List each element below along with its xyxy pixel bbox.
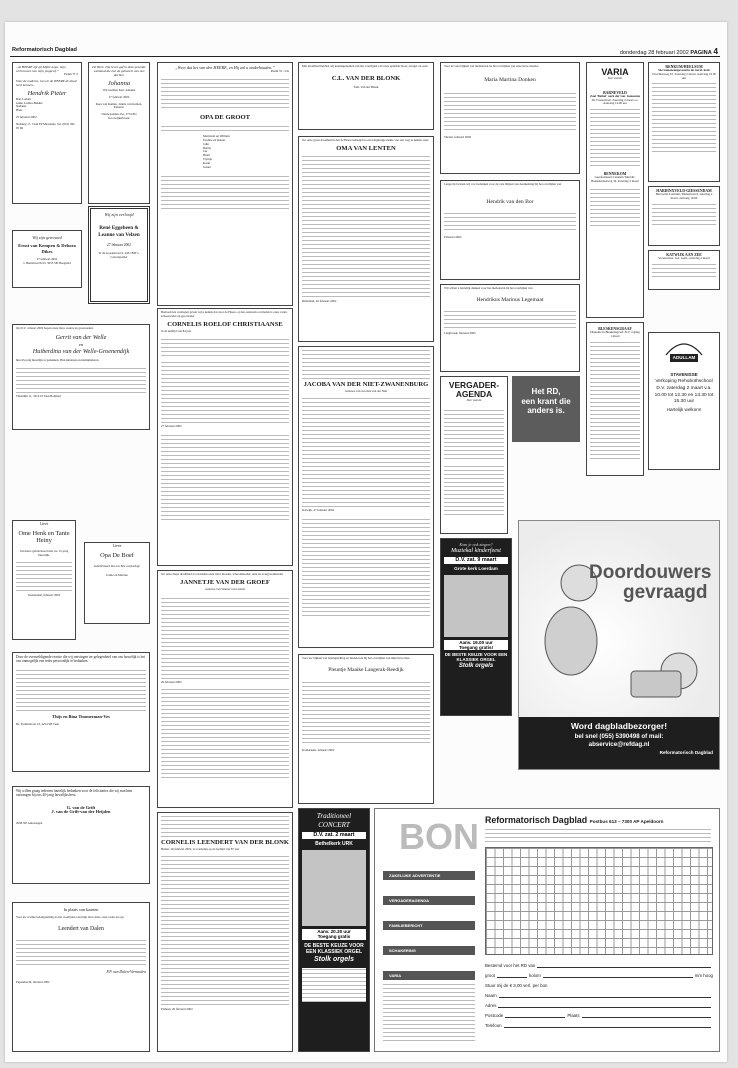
parent-1: Bart Lodder <box>16 96 32 101</box>
ad-footer <box>519 717 719 770</box>
varia-hardinxveld <box>648 186 720 246</box>
deceased-name: JACOBA VAN DER NIET-ZWANENBURG <box>303 381 429 388</box>
ad-headline-2: gevraagd <box>623 582 708 603</box>
place-date: Langbroek, februari 2002 <box>444 330 476 335</box>
name-1: G. van de Grift <box>66 804 96 810</box>
field-label: Telefoon <box>485 1023 502 1028</box>
intro-text: Met droefheid hebben wij kennisgenomen van het overlijden van onze geliefde broer, zwager en oom <box>302 64 428 68</box>
event-text: Verkoping Rehobothschool D.V. zaterdag 2 maart v.a. 10.00 tot 12.30 en 13.30 tot 15.30 uur <box>654 379 714 405</box>
header-date: donderdag 28 februari 2002 <box>619 50 689 56</box>
deceased-name: CORNELIS LEENDERT VAN DER BLONK <box>161 839 290 846</box>
intro-text: Voor de ouderen, tot wie de HEERE de dood leert kennen... <box>16 78 77 87</box>
sibling-1: Nadanie <box>16 104 27 109</box>
place-date: Tholen, februari 2002 <box>444 134 472 139</box>
ad-venue: Bethelkerk URK <box>315 841 353 847</box>
field-label: mm hoog <box>694 973 713 978</box>
intro-text: Op D.V. 4 maart 2002 hopen onze lieve ouders en grootouders <box>16 326 94 330</box>
address: v. Bentstraat 82 D, 3033 SB Hoogland <box>23 260 71 265</box>
field-label: Postcode <box>485 1013 504 1018</box>
body-text <box>161 336 289 356</box>
names: Thijs en Bina Timmerman-Ves <box>52 713 110 719</box>
death-ad-van-der-groef <box>157 570 293 808</box>
brand-name: ADULLAM <box>672 355 696 360</box>
names: Ome Henk en Tante Heiny <box>18 529 70 545</box>
varia-subtitle: Dee vonnin <box>607 76 623 80</box>
agenda-subtitle: Dee vonnin <box>466 398 482 402</box>
event-details <box>652 203 716 225</box>
agenda-item-2 <box>444 465 504 515</box>
ad-time: Aanv. 19.00 uur <box>444 640 508 645</box>
intro-text: De Here. Die leven gaf in deze gezonde welstand die een de geboorte van ons dochter <box>92 65 146 77</box>
body-more <box>16 937 146 965</box>
category-varia[interactable]: VARIA <box>383 971 475 980</box>
relatives-list <box>161 855 289 1005</box>
anniversary-ad <box>12 324 150 430</box>
varia-katwijk <box>648 250 720 290</box>
conjunction: en <box>78 341 84 347</box>
invoice-option[interactable]: Stuur mij de € 3,00 verl. per bon <box>485 983 548 988</box>
body-text: Heden, 26 februari 2002, is overleden op de leeftijd van 87 jaar <box>161 847 240 852</box>
sender: Joline en Martine <box>106 572 128 577</box>
ad-intro: Kom je ook zingen? <box>459 542 493 547</box>
welcome-text: Hartelijk welkom! <box>666 407 702 413</box>
intro-text: Lange tijd wisten wij u te bedanken voor de vele blijken van deelneming bij het overlijden van <box>444 182 562 186</box>
name-husband: Gerrit van der Welle <box>55 333 107 341</box>
event-details-2 <box>590 186 640 226</box>
coupon-title: BON <box>399 816 479 857</box>
varia-bleskensgraaf <box>586 322 644 476</box>
agenda-title: VERGADER-AGENDA <box>448 380 500 399</box>
agenda-item-1 <box>444 409 504 459</box>
promo-line-1: Het RD, <box>531 387 561 396</box>
relatives-list <box>161 359 289 423</box>
address: 2958 XE Amerongen <box>16 821 43 825</box>
thanks-ad-langerak <box>298 654 434 804</box>
funeral-text <box>161 432 289 520</box>
age-line: in de leeftijd van 84 jaar <box>161 329 192 333</box>
adullam-logo-icon <box>662 337 706 367</box>
death-ad-de-groot <box>157 62 293 306</box>
intro-text: Wij willen u hartelijk danken voor het medeleven bij het overlijden van <box>444 286 533 290</box>
thanks-ad-van-den-bor <box>440 180 580 280</box>
relative: Marjolein en William <box>203 134 230 139</box>
quote-ref: Psalm 71:5 <box>64 72 78 76</box>
death-ad-blonk-family <box>298 62 434 130</box>
page-label: PAGINA <box>690 50 712 56</box>
category-agenda[interactable]: VERGADERAGENDA <box>383 896 475 905</box>
ad-order-coupon <box>374 808 720 1052</box>
deceased-name: OPA DE GROOT <box>199 113 251 121</box>
name: Opa De Boef <box>100 551 134 559</box>
event-subtitle: 54e Samenzangavond in de Geref. kerk <box>658 68 710 73</box>
ad-admission: Toegang gratis <box>302 934 366 939</box>
quote: „Al HEERE zijt gij Mijne hope, mijn vertrouwen van mijn jeugd af.” <box>16 65 66 73</box>
relatives-list <box>161 595 289 679</box>
event-place: HARDINXVELD-GIESSENDAM <box>656 189 712 193</box>
category-list <box>383 869 475 1041</box>
paper-name: Reformatorisch Dagblad <box>12 47 77 53</box>
field-name[interactable] <box>485 991 713 1001</box>
field-label: Bestemd voor het RD van <box>485 963 536 968</box>
couple-names: Ernst van Kempen & Debora Dikes <box>18 242 76 254</box>
relative: Tryntje <box>203 156 212 161</box>
closing-text <box>161 175 289 209</box>
relatives-list <box>302 397 430 507</box>
date-line: Februari 2002 <box>444 234 462 239</box>
category-family[interactable]: FAMILIEBERICHT <box>383 921 475 930</box>
thanks-ad-timmerman <box>12 652 150 772</box>
deceased-name: Leendert van Dalen <box>58 925 104 932</box>
heading: Wij zijn verloofd <box>104 212 134 217</box>
paper-title: Reformatorisch Dagblad <box>485 815 588 825</box>
thanks-ad-legemaat <box>440 284 580 372</box>
body-text: Wij willen graag iedereen hartelijk bedanken voor de felicitaties die wij mochten ontvangen bij ons 40-jarig huwelijksfeest. <box>16 789 133 798</box>
funeral-text <box>302 516 430 616</box>
address: Nobsing 17, 3144 EP Maassluis, Tel. (010) 592 05 60 <box>16 121 75 130</box>
ad-date: D.V. zat. 9 maart <box>444 557 508 564</box>
intro-text: Tot onze diepe droefheid is overleden onze lieve moeder, schoonmoeder, oma en overgrootmoeder <box>161 572 283 576</box>
courier-recruitment-ad <box>518 520 720 770</box>
birth-ad-hendrik <box>12 62 82 204</box>
ad-call-to-action: Word dagbladbezorger! <box>570 721 668 731</box>
ad-brand: Stolk orgels <box>458 663 494 670</box>
field-label: Naam <box>485 993 497 998</box>
body-text: Door de overweldigende reactie die wij ontvingen ter gelegenheid van ons huwelijk is het ons onmogelijk een ieder persoonlijk te bedanken. <box>16 655 146 664</box>
wedding-date: 27 februari 2002 <box>36 256 58 261</box>
varia-renkum <box>648 62 720 182</box>
ad-slogan: DE BESTE KEUZE VOOR EEN KLASSIEK ORGEL <box>444 652 508 663</box>
intro-text: Tot onze grote droefheid is het de Heere behaagd na een langdurige ziekte van ons weg te nemen onze <box>302 138 429 142</box>
body-text <box>444 90 576 130</box>
subline <box>161 123 289 131</box>
meeting-agenda <box>440 376 508 534</box>
relative: Eveline en Robert <box>203 138 226 142</box>
place-date: Kolderkerk, februari 2002 <box>302 747 335 752</box>
field-label: Plaats <box>567 1013 580 1018</box>
child-name: Johanna <box>107 80 131 87</box>
event-text: Dr. Frazerstraat. Zaterdag 2 maart a.s. Aanvang 14.00 uur <box>591 97 639 106</box>
field-postcode[interactable] <box>485 1011 713 1021</box>
deceased-name: Hendrikus Marinus Legemaat <box>476 296 544 303</box>
event-details <box>652 263 716 277</box>
category-schakering[interactable]: SCHAKERING <box>383 946 475 955</box>
death-date: 26 februari 2002 <box>161 680 182 684</box>
parent-2: Jenke Lodder-Bakker <box>16 100 43 105</box>
ad-time: Aanv. 20.30 uur <box>302 929 366 934</box>
ad-addresses <box>302 968 366 1002</box>
coupon-instructions <box>485 828 711 842</box>
birth-date: 27 februari 2002 <box>108 94 130 99</box>
event-text: Utrechtseweg 61, Zaterdag 2 maart, Aanvang 19.30 uur <box>652 71 716 80</box>
birth-ad-johanna <box>88 62 150 204</box>
event-text-2: Gereformeerd Centrum 'Moriah', Bennekomseweg 34. Zaterdag 2 maart <box>591 175 639 184</box>
sibling-2: Hans <box>16 108 23 113</box>
address: W de Goedestraat 9, 4431 BH 's-Gravenpolder <box>98 251 140 259</box>
ad-illustration <box>519 521 719 721</box>
event-text: Vrouwenver. Ger. Gem., zaterdag 2 maart <box>658 256 710 261</box>
field-label: groot <box>485 973 496 978</box>
body-more <box>16 667 146 711</box>
event-place: RENKUM/HEELSUM <box>665 65 703 69</box>
event-place: BLESKENSGRAAF <box>598 327 632 331</box>
field-address[interactable] <box>485 1001 713 1011</box>
relative: Benny <box>203 145 212 150</box>
salutation: Lieve <box>39 522 49 526</box>
promo-line-3: anders is. <box>527 406 565 416</box>
family-list <box>444 210 576 230</box>
intro-text: Wij zijn getrouwd <box>32 235 62 240</box>
deceased-name: Pleuntje Maaike Langerak-Reedijk <box>328 666 404 673</box>
thanks-ad-dalen <box>12 902 150 1052</box>
death-date: 27 februari 2002 <box>161 423 182 428</box>
varia-title: VARIA <box>601 67 629 77</box>
order-field-size[interactable] <box>485 971 713 981</box>
ad-admission: Toegang gratis! <box>444 645 508 650</box>
concert-ad-urk <box>298 808 370 1052</box>
call-name: Wij noemen haar: Anneke <box>102 88 136 92</box>
birth-date: 25 februari 2002 <box>16 114 37 119</box>
promo-line-2: een krant die <box>521 396 571 406</box>
death-ad-van-der-niet <box>298 346 434 648</box>
sender-list <box>16 561 72 591</box>
address: Nieuwpadden 25a, 3774 PD Kootwijkerbroek <box>101 112 137 120</box>
place-date: Katwijk, 27 februari 2002 <box>302 508 335 513</box>
couple-names: René Eggebeen & Leanne van Velzen <box>98 225 140 238</box>
adullam-sale-ad <box>648 332 720 470</box>
intro-text: Voor de vele blijken van medeleven na het overlijden van onze lieve moeder <box>444 64 539 68</box>
deceased-name: Hendrik van den Bor <box>486 198 534 205</box>
field-label: kolom <box>529 973 541 978</box>
event-details <box>652 82 716 152</box>
death-ad-van-der-blonk <box>157 812 293 1052</box>
place-date: Dirksland, 26 februari 2002 <box>302 299 337 304</box>
intro-text <box>161 815 289 837</box>
coupon-paper-name <box>485 815 664 827</box>
postal-address: Postbus 613 – 7300 AP Apeldoorn <box>589 819 664 824</box>
name-2: J. van de Grift-van der Heijden <box>51 808 111 814</box>
ad-email: abservice@refdag.nl <box>588 741 650 748</box>
field-label: Adres <box>485 1003 497 1008</box>
parents: Kees van Kamen, Jannie van Kamen-Pieterse <box>95 101 143 110</box>
text-entry-grid[interactable] <box>485 847 713 955</box>
deceased-name: CORNELIS ROELOF CHRISTIAANSE <box>167 320 283 328</box>
event-place: BARNEVELD <box>603 90 627 95</box>
subline: weduwe van Wouter van Lenten <box>205 587 245 592</box>
concert-ad-leerdam <box>440 538 512 716</box>
category-business[interactable]: ZAKELIJKE ADVERTENTIE <box>383 871 475 880</box>
order-field-date[interactable] <box>485 961 713 971</box>
adullam-logo <box>662 337 706 367</box>
event-details <box>590 341 640 459</box>
ad-venue: Grote kerk Loerdam <box>454 566 498 572</box>
event-place: KATWIJK AAN ZEE <box>666 253 702 257</box>
relatives-list <box>302 155 430 297</box>
event-venue: Zaal 'Bethel' werk der Ger. Gemeente <box>590 93 641 98</box>
field-phone[interactable] <box>485 1021 713 1031</box>
body-text: hun 45-jarig huwelijk te gedenken. Hun kinderen en kleinkinderen. <box>16 358 100 362</box>
family-list <box>16 365 146 393</box>
ad-phone: bel snel (055) 5390498 of mail: <box>574 733 664 740</box>
relatives-list <box>161 135 289 169</box>
name-wife: Huiberdina van der Welle-Groenendijk <box>32 348 130 355</box>
death-ad-christiaanse <box>157 308 293 566</box>
relative: Karin <box>203 160 211 165</box>
address: Dr. Tjalmastraat 23, 4254 SB Veen <box>16 721 60 726</box>
varia-listing <box>586 62 644 318</box>
child-name: Hendrik Pieter <box>27 89 67 97</box>
thanks-ad-grift <box>12 786 150 884</box>
date-line <box>620 46 718 56</box>
event-text: Diakonie in Bleskensgraaf: D.V. vrijdag 1 maart <box>590 330 640 338</box>
page-header <box>10 45 720 57</box>
ad-date: D.V. zat. 2 maart <box>302 832 366 839</box>
congrats-ad-henk <box>12 520 76 640</box>
performer-photo <box>444 575 508 637</box>
quote: „Weet dat het van den HEERE, en Hij zal u onderhouden.” <box>175 65 275 70</box>
engagement-ad <box>88 206 150 304</box>
wedding-ad <box>12 230 82 288</box>
place-date: Elshout, 26 februari 2002 <box>161 1007 193 1012</box>
address: Tilstedijk 11, 3216 LT Den Bommel <box>16 393 61 398</box>
ad-slogan: DE BESTE KEUZE VOOR EEN KLASSIEK ORGEL <box>304 942 364 955</box>
body-text: Voor uw warme belangstelling na het overlijden van mijn lieve man, onze vader en opa <box>16 915 124 920</box>
performer-photo <box>302 850 366 926</box>
event-place: STAVENISSE <box>670 372 698 377</box>
intro-text: Bedroefd en verslagen geven wij u kennis dat door de Heere, op het ouderom overleden is onze vader, schoonvader en grootvader <box>161 310 288 318</box>
death-ad-oma-van-lenten <box>298 136 434 342</box>
body-text: Van harte gefeliciteerd met uw 15-jarig huwelijk. <box>19 548 69 557</box>
congrats-ad-opa <box>84 542 150 624</box>
deceased-name: OMA VAN LENTEN <box>336 144 396 152</box>
subline: weduwe van Jacobus van der Niet <box>344 389 388 394</box>
relative: John <box>203 141 209 146</box>
family-list <box>302 679 430 743</box>
relative: Jeanet <box>203 164 211 169</box>
relative: Jan <box>203 149 208 154</box>
intro-text <box>302 349 430 379</box>
ad-brand: Reformatorisch Dagblad <box>659 750 713 755</box>
funeral-text <box>161 688 289 778</box>
ad-title: Muziekal kinderfeest <box>451 548 501 555</box>
heading: In plaats van kaarten <box>63 907 99 912</box>
thanks-ad-donken <box>440 62 580 174</box>
order-form <box>485 961 713 1031</box>
place-date: Papendrecht, februari 2002 <box>16 980 50 985</box>
signature: Fam. Van der Blonk <box>353 85 379 90</box>
deceased-name: JANNETJE VAN DER GROEF <box>180 578 270 586</box>
engagement-date: 27 februari 2002 <box>107 243 131 248</box>
relative: Henri <box>203 153 211 158</box>
page-number: 4 <box>713 46 718 56</box>
promo-rd-krant <box>512 376 580 442</box>
body-text: Gefeliciteerd met uw 80e verjaardag! <box>93 563 141 568</box>
family-list <box>444 308 576 328</box>
ad-title: Traditioneel CONCERT <box>316 812 352 829</box>
ad-headline: Doordouwers <box>589 562 712 583</box>
event-place-2: BENNEKOM <box>603 172 627 177</box>
deceased-name: Maria Martina Donken <box>484 76 536 83</box>
place-date: Veenendaal, februari 2002 <box>27 592 61 597</box>
ad-brand: Stolk orgels <box>313 955 355 963</box>
intro-text <box>161 78 289 108</box>
coupon-terms <box>383 983 475 1041</box>
event-text: Hervormd Centrum, Talmastraat 9, zaterdag 2 maart, aanvang 19.00 <box>655 192 713 200</box>
salutation: Lieve <box>112 544 122 548</box>
event-details <box>590 108 640 166</box>
signature: F.P. van Dalen-Vermeulen <box>106 969 146 974</box>
deceased-name: C.L. VAN DER BLONK <box>331 74 401 82</box>
courier-cartoon-icon <box>519 521 719 721</box>
intro-text: Voor uw blijken van belangstelling en medeleven bij het overlijden van mijn lieve man <box>302 656 410 660</box>
quote-ref: Psalm 55 : 23a <box>270 69 289 73</box>
